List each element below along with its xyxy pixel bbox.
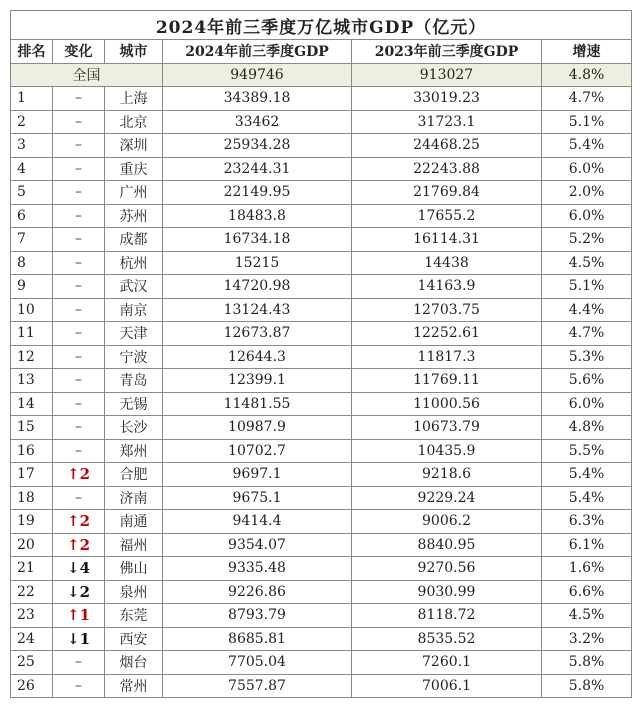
gdp-2023-cell: 11769.11 <box>352 369 542 393</box>
growth-cell: 6.3% <box>542 510 632 534</box>
gdp-2024-cell: 9226.86 <box>163 580 352 604</box>
city-cell: 深圳 <box>105 134 163 158</box>
table-row <box>11 157 632 181</box>
table-row <box>11 416 632 440</box>
gdp-2024-cell: 8685.81 <box>163 627 352 651</box>
no-change-dash: – <box>75 677 82 694</box>
growth-cell: 2.0% <box>542 181 632 205</box>
arrow-down-icon: ↓ <box>66 582 80 601</box>
city-cell: 杭州 <box>105 251 163 275</box>
no-change-dash: – <box>75 90 82 107</box>
gdp-2023-cell: 9270.56 <box>352 557 542 581</box>
gdp-2023-cell: 9218.6 <box>352 463 542 487</box>
gdp-2024-cell: 12673.87 <box>163 322 352 346</box>
city-cell: 佛山 <box>105 557 163 581</box>
gdp-2023-cell: 8118.72 <box>352 604 542 628</box>
gdp-2024-cell: 10702.7 <box>163 439 352 463</box>
rank-cell: 21 <box>11 557 53 581</box>
growth-cell: 5.4% <box>542 134 632 158</box>
gdp-2023-cell: 21769.84 <box>352 181 542 205</box>
gdp-2023-cell: 9229.24 <box>352 486 542 510</box>
gdp-2024-cell: 7705.04 <box>163 651 352 675</box>
table-row <box>11 439 632 463</box>
city-cell: 北京 <box>105 110 163 134</box>
change-cell <box>53 181 105 205</box>
city-cell: 南京 <box>105 298 163 322</box>
no-change-dash: – <box>75 113 82 130</box>
rank-cell: 14 <box>11 392 53 416</box>
table-row <box>11 627 632 651</box>
change-cell <box>53 580 105 604</box>
rank-cell: 6 <box>11 204 53 228</box>
table-title: 2024年前三季度万亿城市GDP（亿元） <box>11 11 632 40</box>
table-row <box>11 533 632 557</box>
gdp-table <box>10 10 632 698</box>
growth-cell: 4.5% <box>542 251 632 275</box>
header-change: 变化 <box>53 40 105 64</box>
rank-cell: 18 <box>11 486 53 510</box>
no-change-dash: – <box>75 278 82 295</box>
rank-cell: 11 <box>11 322 53 346</box>
gdp-2024-cell: 8793.79 <box>163 604 352 628</box>
rank-cell: 12 <box>11 345 53 369</box>
table-row <box>11 463 632 487</box>
gdp-2024-cell: 25934.28 <box>163 134 352 158</box>
national-row <box>11 63 632 87</box>
gdp-2023-cell: 33019.23 <box>352 87 542 111</box>
table-row <box>11 110 632 134</box>
gdp-2024-cell: 22149.95 <box>163 181 352 205</box>
gdp-2024-cell: 7557.87 <box>163 674 352 698</box>
gdp-2024-cell: 9697.1 <box>163 463 352 487</box>
gdp-2023-cell: 12703.75 <box>352 298 542 322</box>
no-change-dash: – <box>75 160 82 177</box>
table-row <box>11 557 632 581</box>
change-cell <box>53 392 105 416</box>
no-change-dash: – <box>75 254 82 271</box>
table-row <box>11 674 632 698</box>
no-change-dash: – <box>75 184 82 201</box>
table-row <box>11 134 632 158</box>
change-cell <box>53 275 105 299</box>
gdp-2024-cell: 16734.18 <box>163 228 352 252</box>
change-value: 1 <box>79 629 90 648</box>
change-cell <box>53 251 105 275</box>
rank-cell: 15 <box>11 416 53 440</box>
national-label: 全国 <box>11 63 163 87</box>
growth-cell: 6.1% <box>542 533 632 557</box>
rank-cell: 13 <box>11 369 53 393</box>
header-rank: 排名 <box>11 40 53 64</box>
no-change-dash: – <box>75 325 82 342</box>
table-row <box>11 181 632 205</box>
national-gdp-2023: 913027 <box>352 63 542 87</box>
gdp-2024-cell: 10987.9 <box>163 416 352 440</box>
rank-cell: 2 <box>11 110 53 134</box>
change-cell <box>53 87 105 111</box>
city-cell: 西安 <box>105 627 163 651</box>
city-cell: 泉州 <box>105 580 163 604</box>
growth-cell: 5.5% <box>542 439 632 463</box>
change-cell <box>53 604 105 628</box>
no-change-dash: – <box>75 207 82 224</box>
arrow-down-icon: ↓ <box>66 559 80 578</box>
change-cell <box>53 369 105 393</box>
change-cell <box>53 228 105 252</box>
gdp-2023-cell: 8535.52 <box>352 627 542 651</box>
growth-cell: 4.5% <box>542 604 632 628</box>
change-cell <box>53 627 105 651</box>
table-row <box>11 369 632 393</box>
growth-cell: 5.8% <box>542 674 632 698</box>
change-cell <box>53 486 105 510</box>
growth-cell: 6.0% <box>542 204 632 228</box>
table-row <box>11 604 632 628</box>
change-cell <box>53 157 105 181</box>
table-row <box>11 486 632 510</box>
city-cell: 武汉 <box>105 275 163 299</box>
change-cell <box>53 110 105 134</box>
gdp-2024-cell: 33462 <box>163 110 352 134</box>
growth-cell: 1.6% <box>542 557 632 581</box>
table-row <box>11 275 632 299</box>
gdp-2024-cell: 13124.43 <box>163 298 352 322</box>
change-value: 1 <box>79 606 90 625</box>
no-change-dash: – <box>75 654 82 671</box>
gdp-2023-cell: 11817.3 <box>352 345 542 369</box>
change-cell <box>53 298 105 322</box>
no-change-dash: – <box>75 372 82 389</box>
rank-cell: 10 <box>11 298 53 322</box>
growth-cell: 4.7% <box>542 322 632 346</box>
gdp-2024-cell: 9414.4 <box>163 510 352 534</box>
change-cell <box>53 345 105 369</box>
city-cell: 合肥 <box>105 463 163 487</box>
growth-cell: 5.4% <box>542 463 632 487</box>
gdp-2023-cell: 10673.79 <box>352 416 542 440</box>
gdp-2023-cell: 14438 <box>352 251 542 275</box>
change-value: 2 <box>79 465 90 484</box>
gdp-2023-cell: 7260.1 <box>352 651 542 675</box>
gdp-2023-cell: 8840.95 <box>352 533 542 557</box>
rank-cell: 4 <box>11 157 53 181</box>
header-gdp-2024: 2024年前三季度GDP <box>163 40 352 64</box>
change-value: 4 <box>79 559 90 578</box>
change-cell <box>53 510 105 534</box>
gdp-2024-cell: 15215 <box>163 251 352 275</box>
rank-cell: 5 <box>11 181 53 205</box>
city-cell: 烟台 <box>105 651 163 675</box>
no-change-dash: – <box>75 348 82 365</box>
header-city: 城市 <box>105 40 163 64</box>
growth-cell: 4.4% <box>542 298 632 322</box>
no-change-dash: – <box>75 137 82 154</box>
city-cell: 常州 <box>105 674 163 698</box>
gdp-2023-cell: 24468.25 <box>352 134 542 158</box>
city-cell: 郑州 <box>105 439 163 463</box>
national-gdp-2024: 949746 <box>163 63 352 87</box>
gdp-2024-cell: 12399.1 <box>163 369 352 393</box>
gdp-2024-cell: 34389.18 <box>163 87 352 111</box>
table-row <box>11 345 632 369</box>
city-cell: 青岛 <box>105 369 163 393</box>
no-change-dash: – <box>75 231 82 248</box>
rank-cell: 26 <box>11 674 53 698</box>
gdp-2024-cell: 14720.98 <box>163 275 352 299</box>
change-value: 2 <box>79 582 90 601</box>
rank-cell: 20 <box>11 533 53 557</box>
rank-cell: 9 <box>11 275 53 299</box>
rank-cell: 3 <box>11 134 53 158</box>
city-cell: 宁波 <box>105 345 163 369</box>
arrow-down-icon: ↓ <box>66 629 80 648</box>
rank-cell: 7 <box>11 228 53 252</box>
table-row <box>11 651 632 675</box>
change-cell <box>53 134 105 158</box>
no-change-dash: – <box>75 301 82 318</box>
change-cell <box>53 533 105 557</box>
no-change-dash: – <box>75 395 82 412</box>
rank-cell: 8 <box>11 251 53 275</box>
city-cell: 长沙 <box>105 416 163 440</box>
no-change-dash: – <box>75 442 82 459</box>
table-row <box>11 251 632 275</box>
table-row <box>11 322 632 346</box>
table-row <box>11 298 632 322</box>
growth-cell: 5.8% <box>542 651 632 675</box>
table-row <box>11 580 632 604</box>
no-change-dash: – <box>75 489 82 506</box>
table-row <box>11 392 632 416</box>
city-cell: 天津 <box>105 322 163 346</box>
growth-cell: 5.6% <box>542 369 632 393</box>
gdp-2024-cell: 12644.3 <box>163 345 352 369</box>
rank-cell: 23 <box>11 604 53 628</box>
city-cell: 成都 <box>105 228 163 252</box>
growth-cell: 5.1% <box>542 275 632 299</box>
gdp-table-container <box>10 10 631 698</box>
table-row <box>11 228 632 252</box>
growth-cell: 5.4% <box>542 486 632 510</box>
gdp-2023-cell: 17655.2 <box>352 204 542 228</box>
arrow-up-icon: ↑ <box>66 465 80 484</box>
growth-cell: 3.2% <box>542 627 632 651</box>
gdp-2024-cell: 9354.07 <box>163 533 352 557</box>
growth-cell: 4.7% <box>542 87 632 111</box>
rank-cell: 17 <box>11 463 53 487</box>
table-row <box>11 204 632 228</box>
table-row <box>11 510 632 534</box>
gdp-2023-cell: 16114.31 <box>352 228 542 252</box>
city-cell: 苏州 <box>105 204 163 228</box>
change-cell <box>53 674 105 698</box>
gdp-2023-cell: 31723.1 <box>352 110 542 134</box>
header-gdp-2023: 2023年前三季度GDP <box>352 40 542 64</box>
national-growth: 4.8% <box>542 63 632 87</box>
gdp-2023-cell: 9030.99 <box>352 580 542 604</box>
city-cell: 广州 <box>105 181 163 205</box>
gdp-2023-cell: 14163.9 <box>352 275 542 299</box>
header-row <box>11 40 632 64</box>
city-cell: 济南 <box>105 486 163 510</box>
change-cell <box>53 463 105 487</box>
rank-cell: 22 <box>11 580 53 604</box>
change-cell <box>53 557 105 581</box>
gdp-2023-cell: 12252.61 <box>352 322 542 346</box>
change-value: 2 <box>79 512 90 531</box>
gdp-2024-cell: 9675.1 <box>163 486 352 510</box>
gdp-2024-cell: 23244.31 <box>163 157 352 181</box>
table-row <box>11 87 632 111</box>
rank-cell: 16 <box>11 439 53 463</box>
gdp-2023-cell: 9006.2 <box>352 510 542 534</box>
city-cell: 南通 <box>105 510 163 534</box>
growth-cell: 6.0% <box>542 392 632 416</box>
gdp-2024-cell: 18483.8 <box>163 204 352 228</box>
growth-cell: 6.0% <box>542 157 632 181</box>
city-cell: 重庆 <box>105 157 163 181</box>
growth-cell: 5.3% <box>542 345 632 369</box>
header-growth: 增速 <box>542 40 632 64</box>
city-cell: 东莞 <box>105 604 163 628</box>
rank-cell: 19 <box>11 510 53 534</box>
rank-cell: 25 <box>11 651 53 675</box>
gdp-2024-cell: 9335.48 <box>163 557 352 581</box>
change-cell <box>53 322 105 346</box>
change-cell <box>53 439 105 463</box>
change-cell <box>53 204 105 228</box>
rank-cell: 1 <box>11 87 53 111</box>
gdp-2024-cell: 11481.55 <box>163 392 352 416</box>
change-cell <box>53 416 105 440</box>
gdp-2023-cell: 10435.9 <box>352 439 542 463</box>
arrow-up-icon: ↑ <box>66 512 80 531</box>
gdp-2023-cell: 22243.88 <box>352 157 542 181</box>
rank-cell: 24 <box>11 627 53 651</box>
city-cell: 无锡 <box>105 392 163 416</box>
change-cell <box>53 651 105 675</box>
growth-cell: 5.2% <box>542 228 632 252</box>
arrow-up-icon: ↑ <box>66 606 80 625</box>
city-cell: 福州 <box>105 533 163 557</box>
growth-cell: 4.8% <box>542 416 632 440</box>
no-change-dash: – <box>75 419 82 436</box>
change-value: 2 <box>79 535 90 554</box>
growth-cell: 6.6% <box>542 580 632 604</box>
gdp-2023-cell: 11000.56 <box>352 392 542 416</box>
growth-cell: 5.1% <box>542 110 632 134</box>
gdp-2023-cell: 7006.1 <box>352 674 542 698</box>
city-cell: 上海 <box>105 87 163 111</box>
arrow-up-icon: ↑ <box>66 535 80 554</box>
